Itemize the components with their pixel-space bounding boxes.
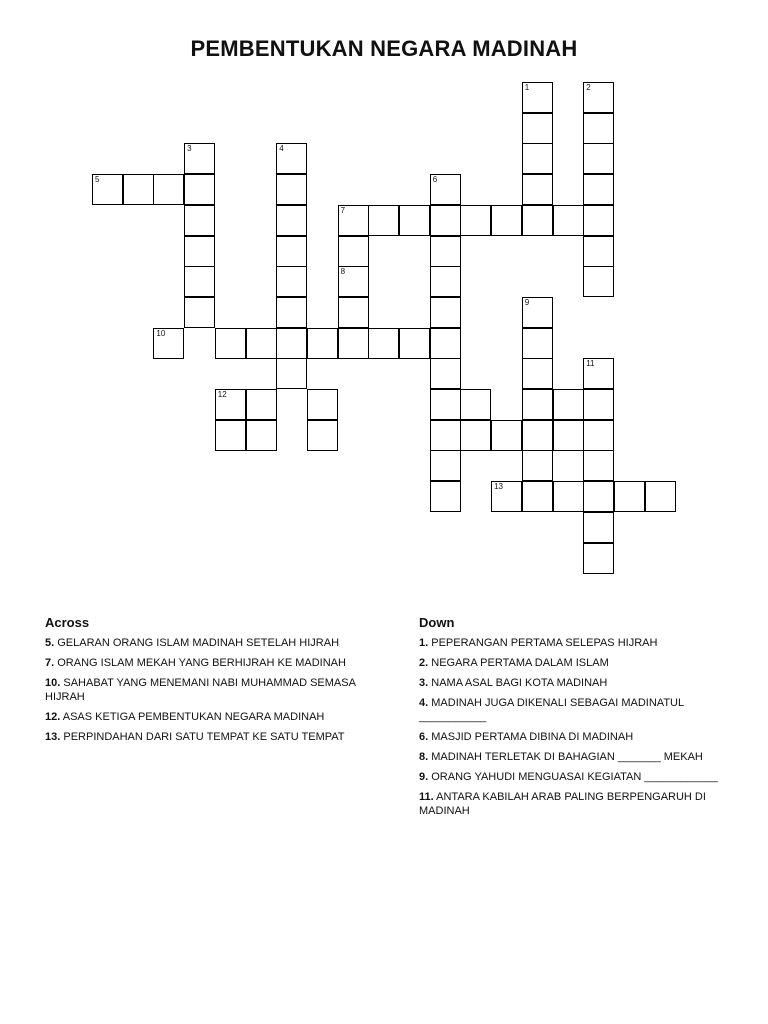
across-heading: Across [45, 615, 90, 630]
grid-cell[interactable] [368, 328, 399, 359]
clue-number: 10 [156, 328, 166, 338]
grid-cell[interactable] [430, 266, 461, 297]
grid-cell[interactable] [645, 481, 676, 512]
grid-cell[interactable] [276, 236, 307, 267]
grid-cell[interactable] [184, 205, 215, 236]
grid-cell[interactable] [430, 481, 461, 512]
grid-cell[interactable] [276, 174, 307, 205]
grid-cell[interactable] [184, 174, 215, 205]
grid-cell[interactable] [583, 512, 614, 543]
grid-cell[interactable] [399, 328, 430, 359]
down-clues [419, 615, 739, 824]
grid-cell[interactable] [430, 297, 461, 328]
grid-cell[interactable] [522, 205, 553, 236]
grid-cell[interactable] [583, 358, 614, 389]
grid-cell[interactable] [307, 420, 338, 451]
grid-cell[interactable] [583, 236, 614, 267]
grid-cell[interactable] [522, 420, 553, 451]
across-clue [45, 676, 365, 704]
grid-cell[interactable] [184, 143, 215, 174]
grid-cell[interactable] [399, 205, 430, 236]
grid-cell[interactable] [583, 205, 614, 236]
grid-cell[interactable] [460, 205, 491, 236]
down-heading: Down [419, 615, 455, 630]
grid-cell[interactable] [123, 174, 154, 205]
clue-number: 11 [586, 359, 595, 369]
grid-cell[interactable] [338, 266, 369, 297]
clue-number: 10. [45, 677, 61, 689]
grid-cell[interactable] [522, 297, 553, 328]
clue-text: PEPERANGAN PERTAMA SELEPAS HIJRAH [431, 637, 658, 649]
grid-cell[interactable] [307, 389, 338, 420]
down-clue [419, 656, 739, 670]
grid-cell[interactable] [215, 420, 246, 451]
clue-text: MADINAH JUGA DIKENALI SEBAGAI MADINATUL ___________ [419, 697, 684, 723]
grid-cell[interactable] [522, 328, 553, 359]
clue-number: 8 [340, 267, 346, 277]
grid-cell[interactable] [491, 481, 522, 512]
grid-cell[interactable] [583, 143, 614, 174]
grid-cell[interactable] [276, 358, 307, 389]
clue-number: 5 [95, 175, 100, 185]
grid-cell[interactable] [430, 328, 461, 359]
grid-cell[interactable] [430, 174, 461, 205]
across-clue [45, 636, 365, 650]
grid-cell[interactable] [430, 389, 461, 420]
grid-cell[interactable] [276, 297, 307, 328]
grid-cell[interactable] [522, 481, 553, 512]
page-title: PEMBENTUKAN NEGARA MADINAH [190, 36, 578, 61]
grid-cell[interactable] [92, 174, 123, 205]
clue-number: 6. [419, 731, 429, 743]
grid-cell[interactable] [153, 328, 184, 359]
clue-number: 8. [419, 751, 429, 763]
grid-cell[interactable] [430, 205, 461, 236]
grid-cell[interactable] [583, 82, 614, 113]
grid-cell[interactable] [276, 205, 307, 236]
grid-cell[interactable] [430, 236, 461, 267]
across-clue [45, 656, 365, 670]
grid-cell[interactable] [583, 420, 614, 451]
down-clue [419, 676, 739, 690]
grid-cell[interactable] [184, 236, 215, 267]
grid-cell[interactable] [338, 297, 369, 328]
across-clue-list [45, 636, 365, 744]
clue-number: 12. [45, 711, 61, 723]
grid-cell[interactable] [522, 113, 553, 144]
grid-cell[interactable] [553, 420, 584, 451]
grid-cell[interactable] [276, 328, 307, 359]
clue-number: 12 [217, 390, 227, 399]
grid-cell[interactable] [522, 174, 553, 205]
clue-number: 5. [45, 637, 55, 649]
grid-cell[interactable] [368, 205, 399, 236]
grid-cell[interactable] [491, 420, 522, 451]
grid-cell[interactable] [338, 205, 369, 236]
grid-cell[interactable] [583, 543, 614, 574]
grid-cell[interactable] [583, 481, 614, 512]
clue-text: ANTARA KABILAH ARAB PALING BERPENGARUH DI MADINAH [419, 791, 706, 817]
clue-text: NAMA ASAL BAGI KOTA MADINAH [431, 677, 608, 689]
grid-cell[interactable] [246, 328, 277, 359]
clue-text: MASJID PERTAMA DIBINA DI MADINAH [431, 731, 634, 743]
across-clue [45, 730, 365, 744]
down-clue [419, 636, 739, 650]
grid-cell[interactable] [522, 82, 553, 113]
clue-text: GELARAN ORANG ISLAM MADINAH SETELAH HIJRAH [57, 637, 340, 649]
grid-cell[interactable] [215, 389, 246, 420]
grid-cell[interactable] [246, 389, 277, 420]
grid-cell[interactable] [184, 266, 215, 297]
clue-number: 3. [419, 677, 429, 689]
grid-cell[interactable] [522, 143, 553, 174]
grid-cell[interactable] [553, 205, 584, 236]
grid-cell[interactable] [430, 358, 461, 389]
grid-cell[interactable] [583, 450, 614, 481]
grid-cell[interactable] [522, 389, 553, 420]
grid-cell[interactable] [583, 389, 614, 420]
grid-cell[interactable] [338, 328, 369, 359]
grid-cell[interactable] [307, 328, 338, 359]
clue-number: 2 [586, 83, 591, 92]
clue-number: 2. [419, 657, 429, 669]
clue-number: 7. [45, 657, 55, 669]
grid-cell[interactable] [276, 143, 307, 174]
grid-cell[interactable] [246, 420, 277, 451]
clue-text: ORANG ISLAM MEKAH YANG BERHIJRAH KE MADINAH [57, 657, 346, 669]
grid-cell[interactable] [583, 113, 614, 144]
clue-number: 7 [340, 205, 346, 215]
clue-number: 3 [187, 144, 192, 154]
clue-text: ASAS KETIGA PEMBENTUKAN NEGARA MADINAH [62, 711, 325, 723]
down-clue [419, 696, 739, 724]
across-clues [45, 615, 365, 750]
down-clue [419, 770, 739, 784]
grid-cell[interactable] [153, 174, 184, 205]
across-clue [45, 710, 365, 724]
down-clue [419, 750, 739, 764]
clue-number: 9 [524, 297, 530, 307]
clue-number: 11. [419, 791, 434, 803]
grid-cell[interactable] [553, 389, 584, 420]
grid-cell[interactable] [338, 236, 369, 267]
grid-cell[interactable] [215, 328, 246, 359]
clue-number: 1 [524, 83, 530, 92]
grid-cell[interactable] [614, 481, 645, 512]
grid-cell[interactable] [184, 297, 215, 328]
clue-number: 1. [419, 637, 429, 649]
grid-cell[interactable] [460, 389, 491, 420]
clue-number: 4 [279, 144, 284, 154]
down-clue [419, 790, 739, 818]
clue-number: 9. [419, 771, 429, 783]
clue-number: 13 [494, 482, 503, 492]
grid-cell[interactable] [522, 358, 553, 389]
down-clue [419, 730, 739, 744]
grid-cell[interactable] [430, 420, 461, 451]
clue-number: 13. [45, 731, 61, 743]
clue-text: PERPINDAHAN DARI SATU TEMPAT KE SATU TEMPAT [63, 731, 345, 743]
grid-cell[interactable] [430, 450, 461, 481]
grid-cell[interactable] [460, 420, 491, 451]
clue-number: 6 [432, 175, 438, 185]
grid-cell[interactable] [491, 205, 522, 236]
grid-cell[interactable] [553, 481, 584, 512]
grid-cell[interactable] [583, 174, 614, 205]
grid-cell[interactable] [522, 450, 553, 481]
clue-text: SAHABAT YANG MENEMANI NABI MUHAMMAD SEMASA HIJRAH [45, 677, 356, 703]
clue-text: MADINAH TERLETAK DI BAHAGIAN _______ MEKAH [431, 751, 703, 763]
clue-text: NEGARA PERTAMA DALAM ISLAM [431, 657, 609, 669]
down-clue-list [419, 636, 739, 818]
clue-number: 4. [419, 697, 429, 709]
grid-cell[interactable] [276, 266, 307, 297]
grid-cell[interactable] [583, 266, 614, 297]
clue-text: ORANG YAHUDI MENGUASAI KEGIATAN ____________ [431, 771, 718, 783]
